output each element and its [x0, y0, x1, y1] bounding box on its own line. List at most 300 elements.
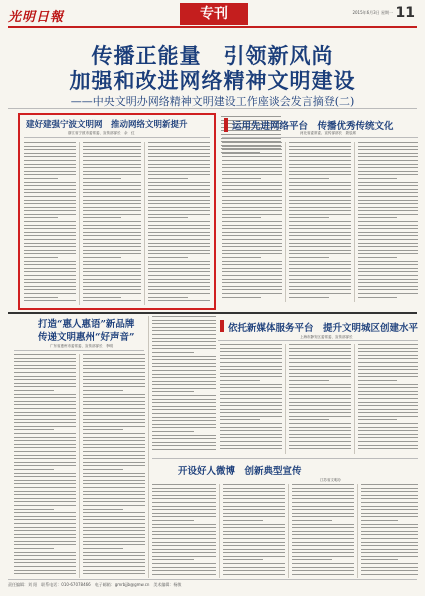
- text-line: [223, 542, 285, 543]
- article-rule: [152, 458, 418, 459]
- text-line: [220, 402, 282, 403]
- text-line: [358, 253, 418, 254]
- text-line: [292, 516, 354, 517]
- text-line: [24, 275, 76, 276]
- text-line: [83, 282, 141, 283]
- text-line: [289, 282, 351, 283]
- text-line: [152, 438, 216, 439]
- text-line: [83, 149, 141, 150]
- text-line: [222, 207, 282, 208]
- article-title: 打造“惠人惠语”新品牌: [38, 319, 135, 330]
- text-line: [14, 451, 76, 452]
- text-line: [358, 351, 418, 352]
- text-line: [220, 437, 282, 438]
- text-line: [289, 171, 351, 172]
- text-line: [83, 473, 145, 474]
- text-line: [358, 200, 418, 201]
- text-line: [83, 228, 141, 229]
- text-line: [24, 239, 76, 240]
- text-line: [152, 520, 194, 521]
- text-line: [361, 491, 418, 492]
- text-line: [222, 243, 282, 244]
- text-line: [14, 379, 76, 380]
- text-line: [148, 225, 210, 226]
- text-line: [220, 445, 282, 446]
- text-line: [289, 412, 351, 413]
- text-line: [152, 556, 216, 557]
- article-title: 开设好人微博 创新典型宣传: [178, 466, 302, 477]
- text-line: [14, 469, 54, 470]
- text-line: [83, 164, 141, 165]
- text-line: [358, 156, 418, 157]
- text-line: [24, 200, 76, 201]
- text-line: [14, 422, 76, 423]
- text-line: [220, 430, 282, 431]
- text-line: [289, 156, 351, 157]
- text-line: [14, 559, 76, 560]
- text-line: [358, 437, 418, 438]
- text-line: [83, 501, 145, 502]
- text-line: [223, 498, 285, 499]
- text-line: [148, 200, 210, 201]
- article-rule: [24, 137, 210, 138]
- text-line: [148, 275, 210, 276]
- text-line: [24, 232, 76, 233]
- text-line: [220, 409, 282, 410]
- text-line: [222, 167, 282, 168]
- text-line: [292, 491, 354, 492]
- text-line: [152, 417, 216, 418]
- text-line: [222, 289, 282, 290]
- text-line: [223, 538, 285, 539]
- text-line: [220, 441, 282, 442]
- text-line: [14, 491, 76, 492]
- text-line: [152, 381, 216, 382]
- text-line: [289, 221, 351, 222]
- text-line: [83, 286, 141, 287]
- text-line: [83, 530, 145, 531]
- text-line: [83, 293, 141, 294]
- text-line: [289, 200, 351, 201]
- text-line: [223, 527, 285, 528]
- text-line: [14, 386, 76, 387]
- text-line: [24, 246, 76, 247]
- text-line: [14, 401, 76, 402]
- text-line: [222, 239, 282, 240]
- text-line: [148, 279, 210, 280]
- text-line: [361, 513, 418, 514]
- text-line: [14, 552, 76, 553]
- text-line: [152, 513, 216, 514]
- text-line: [83, 372, 145, 373]
- article-body-column: [24, 142, 76, 305]
- text-line: [83, 476, 145, 477]
- text-line: [289, 409, 351, 410]
- text-line: [222, 164, 282, 165]
- text-line: [14, 394, 76, 395]
- text-line: [220, 405, 282, 406]
- text-line: [358, 228, 418, 229]
- text-line: [148, 271, 210, 272]
- text-line: [24, 207, 76, 208]
- text-line: [361, 495, 418, 496]
- text-line: [358, 445, 418, 446]
- text-line: [289, 380, 329, 381]
- text-line: [152, 509, 216, 510]
- text-line: [24, 250, 76, 251]
- title-accent-bar: [224, 118, 228, 132]
- text-line: [358, 243, 418, 244]
- text-line: [152, 567, 216, 568]
- text-line: [358, 376, 418, 377]
- text-line: [289, 185, 351, 186]
- text-line: [14, 365, 76, 366]
- text-line: [220, 380, 260, 381]
- text-line: [289, 149, 351, 150]
- text-line: [24, 217, 58, 218]
- text-line: [148, 293, 210, 294]
- text-line: [148, 257, 188, 258]
- text-line: [223, 502, 285, 503]
- text-line: [292, 498, 354, 499]
- text-line: [83, 465, 145, 466]
- text-line: [358, 149, 418, 150]
- text-line: [83, 156, 141, 157]
- column-divider: [285, 344, 286, 454]
- text-line: [14, 408, 76, 409]
- text-line: [148, 142, 210, 143]
- article-body-column: [14, 354, 76, 578]
- article-body-column: [358, 142, 418, 302]
- text-line: [358, 246, 418, 247]
- text-line: [83, 444, 145, 445]
- page-footer: 责任编辑：刘 阳 联系电话：010-67078466 电子邮箱：gmrbjjb@gmw.cn 美术编辑：杨敏: [8, 582, 182, 587]
- text-line: [289, 232, 351, 233]
- text-line: [289, 441, 351, 442]
- text-line: [152, 370, 216, 371]
- text-line: [83, 261, 141, 262]
- text-line: [24, 203, 76, 204]
- article-byline: 上海市静安区委常委、宣传部部长: [300, 335, 356, 339]
- text-line: [14, 412, 76, 413]
- text-line: [220, 448, 282, 449]
- text-line: [221, 134, 281, 135]
- text-line: [358, 207, 418, 208]
- text-line: [222, 146, 282, 147]
- text-line: [222, 160, 282, 161]
- text-line: [292, 545, 354, 546]
- text-line: [220, 391, 282, 392]
- text-line: [14, 562, 76, 563]
- text-line: [152, 542, 216, 543]
- text-line: [24, 214, 76, 215]
- text-line: [289, 351, 351, 352]
- text-line: [24, 196, 76, 197]
- text-line: [152, 402, 216, 403]
- text-line: [358, 380, 397, 381]
- text-line: [222, 246, 282, 247]
- text-line: [14, 476, 76, 477]
- text-line: [289, 189, 351, 190]
- text-line: [14, 444, 76, 445]
- text-line: [358, 434, 418, 435]
- text-line: [148, 264, 210, 265]
- text-line: [289, 250, 351, 251]
- text-line: [222, 189, 282, 190]
- text-line: [14, 465, 76, 466]
- article-byline: 广东省惠州市委常委、宣传部部长 李明: [50, 344, 113, 348]
- text-line: [152, 323, 216, 324]
- text-line: [361, 506, 418, 507]
- text-line: [14, 440, 76, 441]
- text-line: [223, 563, 285, 564]
- text-line: [148, 221, 210, 222]
- text-line: [223, 509, 285, 510]
- text-line: [83, 142, 141, 143]
- text-line: [24, 228, 76, 229]
- text-line: [223, 559, 263, 560]
- text-line: [152, 516, 216, 517]
- text-line: [152, 348, 216, 349]
- text-line: [223, 516, 285, 517]
- text-line: [152, 424, 216, 425]
- text-line: [83, 447, 145, 448]
- text-line: [289, 419, 329, 420]
- text-line: [152, 442, 216, 443]
- text-line: [222, 271, 282, 272]
- section-divider: [8, 312, 417, 314]
- text-line: [358, 160, 418, 161]
- text-line: [83, 174, 141, 175]
- text-line: [24, 153, 76, 154]
- text-line: [14, 523, 76, 524]
- text-line: [289, 164, 351, 165]
- text-line: [358, 430, 418, 431]
- text-line: [289, 207, 351, 208]
- text-line: [358, 182, 418, 183]
- text-line: [83, 422, 145, 423]
- text-line: [152, 391, 194, 392]
- text-line: [289, 192, 351, 193]
- text-line: [292, 513, 354, 514]
- text-line: [83, 505, 145, 506]
- text-line: [222, 153, 282, 154]
- text-line: [220, 376, 282, 377]
- text-line: [152, 406, 216, 407]
- text-line: [152, 484, 216, 485]
- text-line: [220, 398, 282, 399]
- text-line: [83, 203, 141, 204]
- text-line: [289, 210, 351, 211]
- text-line: [289, 196, 351, 197]
- text-line: [358, 427, 418, 428]
- text-line: [24, 279, 76, 280]
- masthead-rule: [8, 26, 417, 28]
- article-title: 建好建强宁波文明网 推动网络文明新提升: [26, 120, 188, 130]
- text-line: [220, 412, 282, 413]
- text-line: [292, 567, 354, 568]
- footer-rule: [8, 579, 417, 580]
- text-line: [358, 398, 418, 399]
- text-line: [289, 243, 351, 244]
- text-line: [152, 538, 216, 539]
- text-line: [292, 559, 332, 560]
- text-line: [83, 537, 145, 538]
- text-line: [223, 488, 285, 489]
- text-line: [148, 214, 210, 215]
- text-line: [24, 293, 76, 294]
- text-line: [289, 369, 351, 370]
- text-line: [24, 261, 76, 262]
- text-line: [289, 358, 351, 359]
- text-line: [358, 264, 418, 265]
- text-line: [14, 415, 76, 416]
- text-line: [14, 498, 76, 499]
- text-line: [222, 203, 282, 204]
- text-line: [358, 275, 418, 276]
- text-line: [292, 542, 354, 543]
- text-line: [220, 434, 282, 435]
- text-line: [361, 531, 418, 532]
- text-line: [220, 419, 260, 420]
- text-line: [289, 289, 351, 290]
- text-line: [358, 355, 418, 356]
- text-line: [358, 394, 418, 395]
- text-line: [83, 394, 145, 395]
- text-line: [289, 228, 351, 229]
- text-line: [83, 379, 145, 380]
- text-line: [83, 182, 141, 183]
- text-line: [148, 250, 210, 251]
- article-body-column: [152, 316, 216, 456]
- text-line: [24, 178, 58, 179]
- text-line: [361, 559, 398, 560]
- text-line: [83, 257, 121, 258]
- text-line: [83, 426, 145, 427]
- article-rule: [222, 137, 418, 138]
- text-line: [24, 243, 76, 244]
- text-line: [83, 297, 121, 298]
- text-line: [222, 297, 261, 298]
- text-line: [14, 527, 76, 528]
- text-line: [152, 330, 216, 331]
- text-line: [222, 217, 261, 218]
- text-line: [14, 390, 54, 391]
- text-line: [83, 279, 141, 280]
- text-line: [152, 327, 216, 328]
- text-line: [289, 434, 351, 435]
- text-line: [14, 501, 76, 502]
- text-line: [152, 435, 216, 436]
- text-line: [83, 541, 145, 542]
- text-line: [14, 361, 76, 362]
- text-line: [83, 519, 145, 520]
- text-line: [83, 408, 145, 409]
- text-line: [83, 469, 123, 470]
- text-line: [289, 293, 351, 294]
- text-line: [361, 484, 418, 485]
- text-line: [358, 297, 397, 298]
- text-line: [14, 429, 54, 430]
- text-line: [289, 214, 351, 215]
- text-line: [220, 373, 282, 374]
- text-line: [14, 544, 76, 545]
- text-line: [358, 369, 418, 370]
- text-line: [358, 164, 418, 165]
- text-line: [220, 427, 282, 428]
- text-line: [358, 192, 418, 193]
- text-line: [148, 243, 210, 244]
- text-line: [358, 142, 418, 143]
- text-line: [152, 563, 216, 564]
- text-line: [292, 531, 354, 532]
- text-line: [152, 366, 216, 367]
- text-line: [289, 348, 351, 349]
- text-line: [152, 534, 216, 535]
- article-body-column: [148, 142, 210, 305]
- text-line: [223, 506, 285, 507]
- text-line: [289, 384, 351, 385]
- text-line: [148, 282, 210, 283]
- text-line: [24, 271, 76, 272]
- text-line: [14, 487, 76, 488]
- text-line: [83, 171, 141, 172]
- text-line: [289, 268, 351, 269]
- text-line: [148, 286, 210, 287]
- text-line: [152, 545, 216, 546]
- text-line: [83, 552, 145, 553]
- text-line: [24, 185, 76, 186]
- text-line: [83, 354, 145, 355]
- text-line: [289, 217, 329, 218]
- text-line: [289, 391, 351, 392]
- text-line: [358, 412, 418, 413]
- text-line: [14, 426, 76, 427]
- text-line: [14, 566, 76, 567]
- text-line: [83, 246, 141, 247]
- text-line: [24, 164, 76, 165]
- text-line: [83, 412, 145, 413]
- text-line: [83, 455, 145, 456]
- text-line: [358, 391, 418, 392]
- issue-date: 2015年6月3日 星期一: [352, 10, 393, 15]
- text-line: [289, 253, 351, 254]
- text-line: [83, 534, 145, 535]
- text-line: [358, 286, 418, 287]
- column-divider: [79, 354, 80, 578]
- article-body-column: [222, 142, 282, 302]
- article-body-column: [83, 142, 141, 305]
- text-line: [292, 574, 354, 575]
- main-headline-line2: 加强和改进网络精神文明建设: [69, 68, 356, 93]
- text-line: [148, 196, 210, 197]
- text-line: [292, 527, 354, 528]
- text-line: [289, 225, 351, 226]
- text-line: [222, 142, 282, 143]
- text-line: [152, 531, 216, 532]
- text-line: [289, 387, 351, 388]
- text-line: [152, 356, 216, 357]
- text-line: [83, 264, 141, 265]
- text-line: [152, 449, 216, 450]
- text-line: [223, 534, 285, 535]
- text-line: [14, 372, 76, 373]
- text-line: [83, 271, 141, 272]
- text-line: [220, 423, 282, 424]
- text-line: [14, 516, 76, 517]
- text-line: [14, 458, 76, 459]
- text-line: [83, 153, 141, 154]
